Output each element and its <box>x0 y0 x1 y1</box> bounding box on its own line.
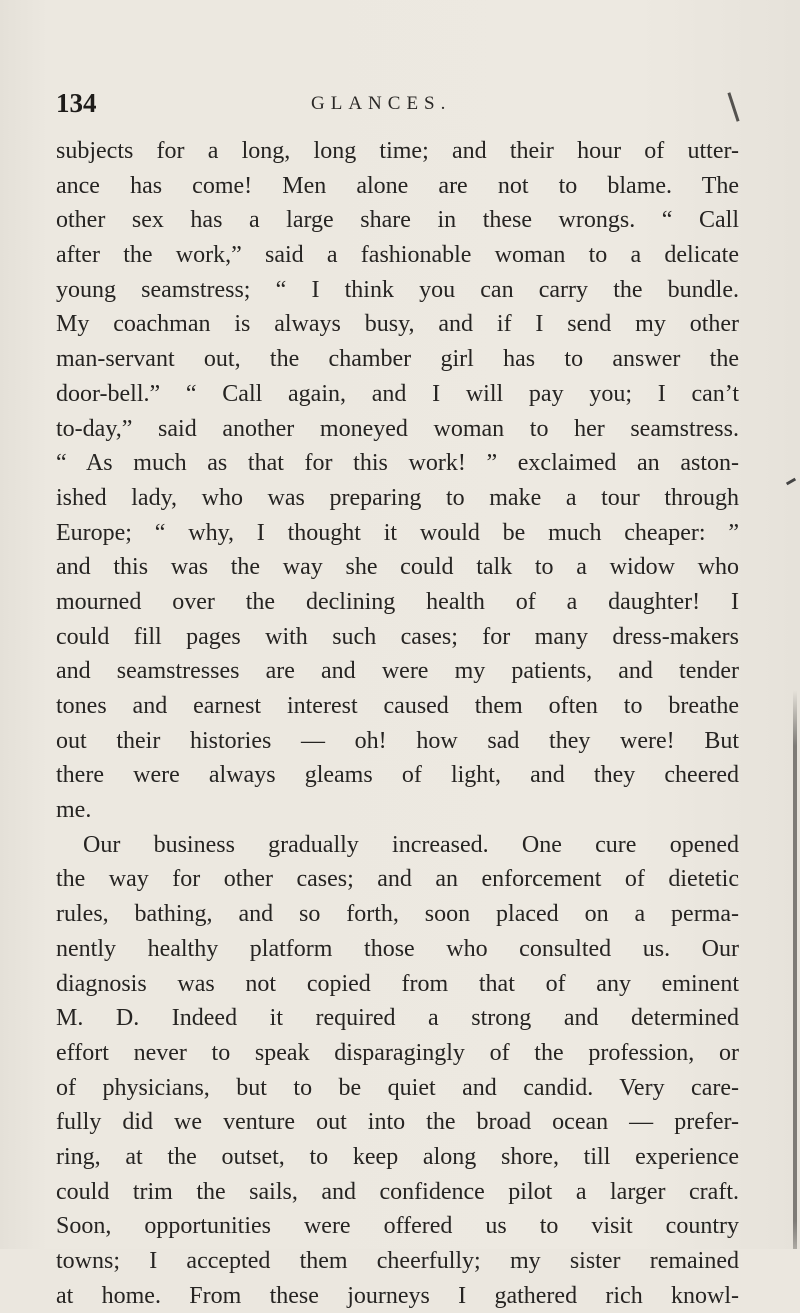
text-line: at home. From these journeys I gathered rich knowl- <box>56 1282 739 1309</box>
text-line: effort never to speak disparagingly of the profession, or <box>56 1039 739 1066</box>
text-line: of physicians, but to be quiet and candid. Very care- <box>56 1074 739 1101</box>
text-line: tones and earnest interest caused them often to breathe <box>56 693 739 719</box>
text-line: and this was the way she could talk to a widow who <box>56 554 739 581</box>
text-line: ance has come! Men alone are not to blame. The <box>56 172 739 199</box>
text-line: nently healthy platform those who consulted us. Our <box>56 935 739 962</box>
text-line: subjects for a long, long time; and their hour of utter- <box>56 138 739 164</box>
margin-pencil-mark <box>786 478 796 486</box>
text-line: fully did we venture out into the broad ocean — prefer- <box>56 1109 739 1136</box>
text-line: other sex has a large share in these wrongs. “ Call <box>56 207 739 234</box>
running-head: GLANCES. <box>311 93 452 114</box>
text-line: My coachman is always busy, and if I send my other <box>56 311 739 338</box>
page-edge-shadow <box>793 690 797 1249</box>
page-number: 134 <box>56 88 97 118</box>
text-line: could fill pages with such cases; for many dress-makers <box>56 623 739 650</box>
text-line: the way for other cases; and an enforcement of dietetic <box>56 866 739 893</box>
text-line: ring, at the outset, to keep along shore, till experience <box>56 1143 739 1170</box>
text-line: out their histories — oh! how sad they were! But <box>56 727 739 754</box>
text-line: mourned over the declining health of a daughter! I <box>56 588 739 615</box>
text-line: ished lady, who was preparing to make a tour through <box>56 484 739 511</box>
text-line: after the work,” said a fashionable woman to a delicate <box>56 242 739 269</box>
text-line: young seamstress; “ I think you can carry the bundle. <box>56 276 739 303</box>
text-line: M. D. Indeed it required a strong and determined <box>56 1005 739 1032</box>
paragraph-start-line: Our business gradually increased. One cure opened <box>83 831 739 858</box>
text-line: door-bell.” “ Call again, and I will pay you; I can’t <box>56 380 739 407</box>
text-line: to-day,” said another moneyed woman to her seamstress. <box>56 415 739 442</box>
text-line: “ As much as that for this work! ” exclaimed an aston- <box>56 450 739 477</box>
page-header <box>56 88 746 124</box>
body-text <box>56 134 739 1313</box>
text-line: rules, bathing, and so forth, soon placed on a perma- <box>56 901 739 928</box>
text-line: diagnosis was not copied from that of any eminent <box>56 970 739 997</box>
text-line: Europe; “ why, I thought it would be much cheaper: ” <box>56 519 739 546</box>
text-line: Soon, opportunities were offered us to visit country <box>56 1213 739 1240</box>
text-line: man-servant out, the chamber girl has to answer the <box>56 346 739 373</box>
paragraph-end-line: me. <box>56 797 92 824</box>
text-line: could trim the sails, and confidence pilot a larger craft. <box>56 1178 739 1205</box>
text-line: and seamstresses are and were my patients, and tender <box>56 658 739 685</box>
text-line: towns; I accepted them cheerfully; my sister remained <box>56 1248 739 1274</box>
text-line: there were always gleams of light, and they cheered <box>56 762 739 789</box>
